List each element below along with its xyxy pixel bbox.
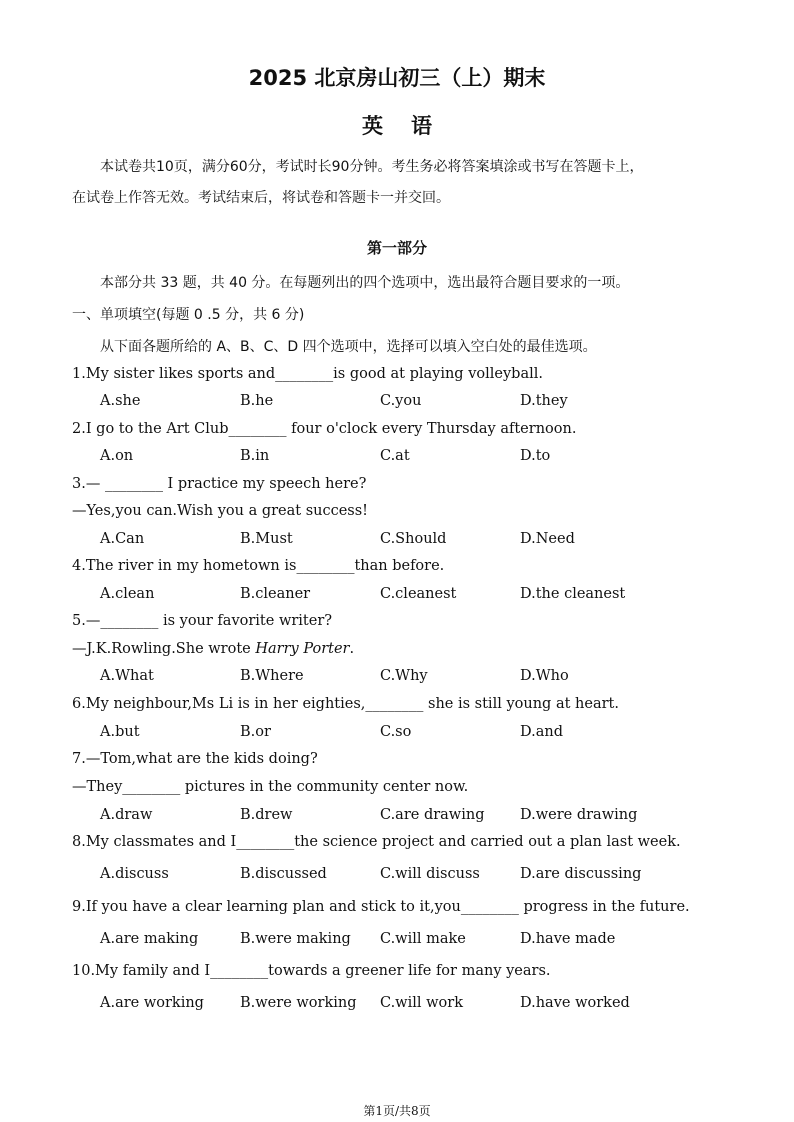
question-reply: [72, 641, 354, 657]
section-heading: 一、单项填空(每题 0 .5 分，共 6 分): [72, 307, 305, 323]
option-a[interactable]: A.are working: [100, 995, 204, 1011]
part-description: 本部分共 33 题，共 40 分。在每题列出的四个选项中，选出最符合题目要求的一项。: [100, 275, 630, 291]
option-c[interactable]: C.you: [380, 393, 422, 409]
part-title: 第一部分: [366, 239, 427, 257]
option-d[interactable]: D.Who: [520, 668, 569, 684]
option-d[interactable]: D.were drawing: [520, 807, 638, 823]
option-a[interactable]: A.clean: [100, 586, 155, 602]
question-reply: —They________ pictures in the community center now.: [72, 779, 469, 795]
option-a[interactable]: A.Can: [100, 531, 145, 547]
question-stem: 5.—________ is your favorite writer?: [72, 613, 333, 629]
page-title: 2025 北京房山初三（上）期末: [248, 66, 546, 90]
book-title: Harry Porter: [255, 641, 350, 657]
question-stem: 1.My sister likes sports and________is good at playing volleyball.: [72, 366, 543, 382]
option-d[interactable]: D.have made: [520, 931, 616, 947]
option-d[interactable]: D.are discussing: [520, 866, 642, 882]
page-footer: 第1页/共8页: [363, 1104, 431, 1118]
option-b[interactable]: B.cleaner: [240, 586, 311, 602]
option-c[interactable]: C.Should: [380, 531, 447, 547]
option-d[interactable]: D.have worked: [520, 995, 630, 1011]
option-b[interactable]: B.discussed: [240, 866, 327, 882]
option-c[interactable]: C.so: [380, 724, 412, 740]
option-c[interactable]: C.cleanest: [380, 586, 457, 602]
option-b[interactable]: B.in: [240, 448, 270, 464]
option-a[interactable]: A.are making: [100, 931, 199, 947]
option-b[interactable]: B.Must: [240, 531, 293, 547]
option-b[interactable]: B.were working: [240, 995, 357, 1011]
option-a[interactable]: A.she: [100, 393, 141, 409]
question-stem: 10.My family and I________towards a greener life for many years.: [72, 963, 551, 979]
option-b[interactable]: B.were making: [240, 931, 351, 947]
option-c[interactable]: C.will discuss: [380, 866, 480, 882]
option-d[interactable]: D.to: [520, 448, 551, 464]
option-c[interactable]: C.Why: [380, 668, 428, 684]
subject-title: 英语: [362, 114, 460, 138]
instructions-line-2: 在试卷上作答无效。考试结束后，将试卷和答题卡一并交回。: [72, 190, 450, 206]
option-a[interactable]: A.What: [100, 668, 154, 684]
option-c[interactable]: C.at: [380, 448, 410, 464]
section-directions: 从下面各题所给的 A、B、C、D 四个选项中，选择可以填入空白处的最佳选项。: [100, 339, 597, 355]
option-a[interactable]: A.but: [100, 724, 140, 740]
option-a[interactable]: A.draw: [100, 807, 153, 823]
option-a[interactable]: A.discuss: [100, 866, 169, 882]
reply-end: .: [349, 641, 355, 657]
question-stem: 4.The river in my hometown is________than before.: [72, 558, 445, 574]
option-d[interactable]: D.and: [520, 724, 563, 740]
option-c[interactable]: C.will make: [380, 931, 466, 947]
option-d[interactable]: D.Need: [520, 531, 575, 547]
option-d[interactable]: D.the cleanest: [520, 586, 626, 602]
question-reply: —Yes,you can.Wish you a great success!: [72, 503, 369, 519]
option-a[interactable]: A.on: [100, 448, 134, 464]
question-stem: 9.If you have a clear learning plan and stick to it,you________ progress in the future.: [72, 899, 690, 915]
question-stem: 6.My neighbour,Ms Li is in her eighties,________ she is still young at heart.: [72, 696, 619, 712]
question-stem: 8.My classmates and I________the science project and carried out a plan last week.: [72, 834, 681, 850]
option-b[interactable]: B.Where: [240, 668, 304, 684]
option-b[interactable]: B.he: [240, 393, 274, 409]
question-stem: 7.—Tom,what are the kids doing?: [72, 751, 318, 767]
option-b[interactable]: B.drew: [240, 807, 293, 823]
option-c[interactable]: C.will work: [380, 995, 463, 1011]
question-stem: 2.I go to the Art Club________ four o'clock every Thursday afternoon.: [72, 421, 577, 437]
reply-text: —J.K.Rowling.She wrote: [72, 641, 256, 657]
question-stem: 3.— ________ I practice my speech here?: [72, 476, 367, 492]
option-d[interactable]: D.they: [520, 393, 568, 409]
option-b[interactable]: B.or: [240, 724, 271, 740]
option-c[interactable]: C.are drawing: [380, 807, 485, 823]
instructions-line-1: 本试卷共10页，满分60分，考试时长90分钟。考生务必将答案填涂或书写在答题卡上，: [100, 159, 644, 175]
